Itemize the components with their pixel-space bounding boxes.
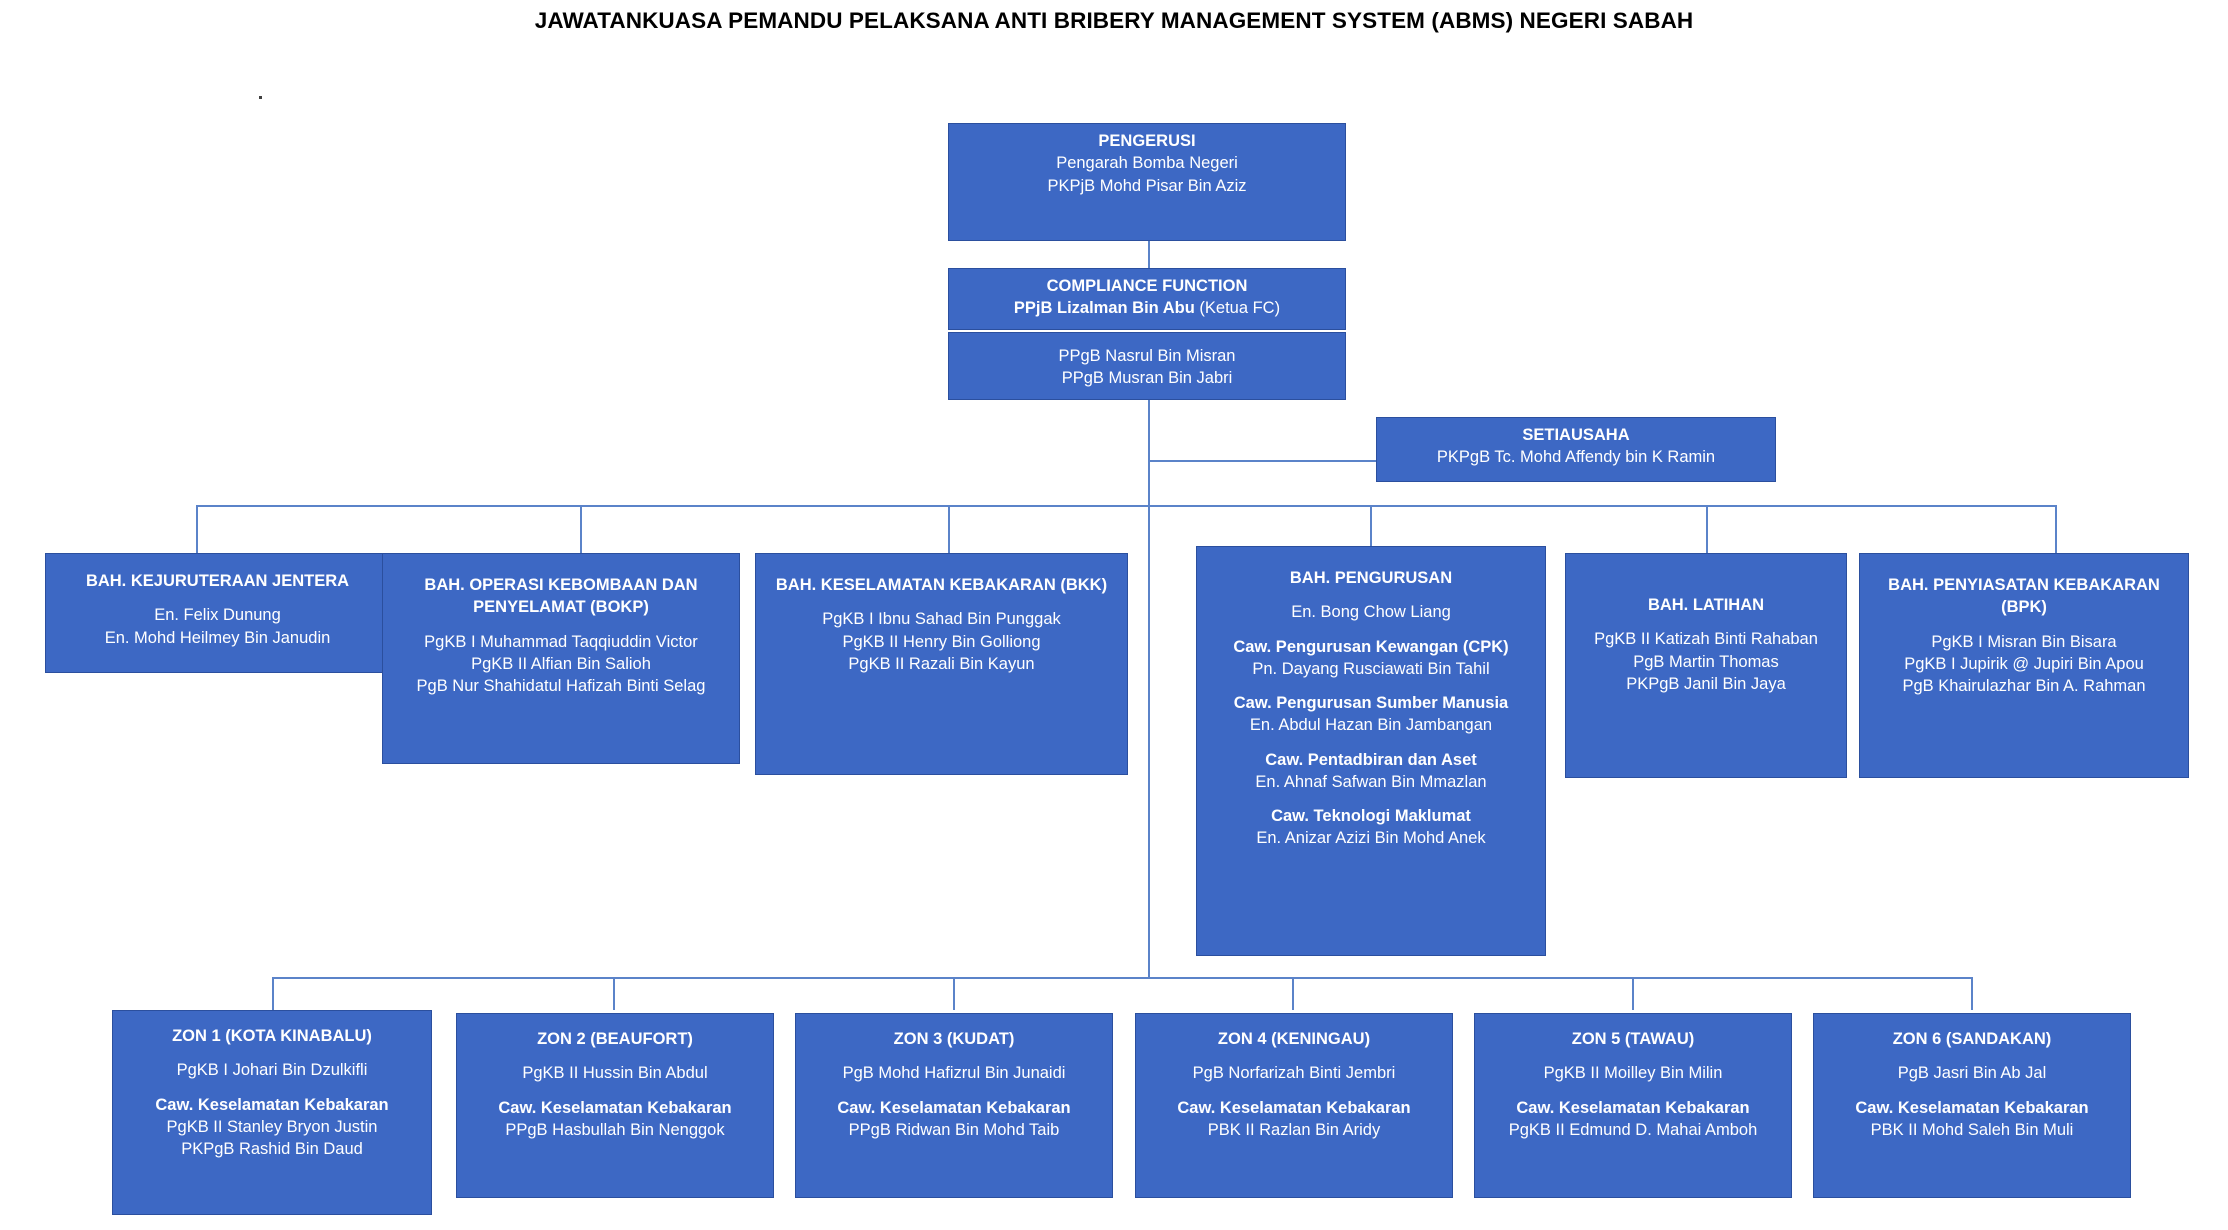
node-zone-4-unit-label: Caw. Keselamatan Kebakaran (1177, 1098, 1411, 1117)
node-bah-kejuruteraan-jentera[interactable] (45, 553, 390, 673)
node-zone-4-header: ZON 4 (KENINGAU) (1217, 1030, 1371, 1048)
node-bpk-line-2: PgKB I Jupirik @ Jupiri Bin Apou (1904, 654, 2144, 673)
node-bpk-header: BAH. PENYIASATAN KEBAKARAN (BPK) (1888, 576, 2160, 617)
connector-pengerusi-compliance (1148, 240, 1150, 268)
node-zone-5[interactable] (1474, 1013, 1792, 1198)
node-bah-keselamatan-kebakaran[interactable] (755, 553, 1128, 775)
node-pengerusi-line-2: PKPjB Mohd Pisar Bin Aziz (1047, 176, 1247, 195)
node-compliance-lead-name: PPjB Lizalman Bin Abu (1013, 299, 1195, 318)
connector-setiausaha-stub (1148, 455, 1150, 457)
node-bokp-line-2: PgKB II Alfian Bin Salioh (471, 654, 651, 673)
connector-zone-drop-1 (272, 977, 274, 1010)
node-pengurusan-unit-4-label: Caw. Teknologi Maklumat (1271, 807, 1471, 826)
connector-zone-drop-6 (1971, 977, 1973, 1010)
connector-dept-drop-3 (948, 505, 950, 553)
node-zone-1-lead: PgKB I Johari Bin Dzulkifli (176, 1061, 368, 1080)
node-bkk-line-3: PgKB II Razali Bin Kayun (848, 654, 1035, 673)
node-compliance-member-1: PPgB Nasrul Bin Misran (1058, 347, 1236, 365)
connector-spine-zones (1148, 507, 1150, 977)
node-zone-5-unit-person-1: PgKB II Edmund D. Mahai Amboh (1508, 1120, 1758, 1139)
node-zone-6-unit-label: Caw. Keselamatan Kebakaran (1855, 1098, 2089, 1117)
connector-dept-drop-6 (2055, 505, 2057, 553)
node-zone-5-lead: PgKB II Moilley Bin Milin (1543, 1064, 1723, 1083)
node-zone-3-unit-label: Caw. Keselamatan Kebakaran (837, 1098, 1071, 1117)
connector-zone-drop-3 (953, 977, 955, 1010)
connector-dept-bus (196, 505, 2056, 507)
node-zone-1[interactable] (112, 1010, 432, 1215)
node-pengerusi[interactable] (948, 123, 1346, 241)
node-pengurusan-header: BAH. PENGURUSAN (1289, 569, 1453, 587)
node-pengurusan-unit-1-label: Caw. Pengurusan Kewangan (CPK) (1233, 637, 1509, 656)
node-bkk-line-1: PgKB I Ibnu Sahad Bin Punggak (822, 610, 1061, 629)
node-zone-1-header: ZON 1 (KOTA KINABALU) (172, 1027, 372, 1045)
node-bkk-line-2: PgKB II Henry Bin Golliong (842, 632, 1041, 651)
node-kejuruteraan-line-2: En. Mohd Heilmey Bin Janudin (104, 628, 331, 647)
node-bokp-line-1: PgKB I Muhammad Taqqiuddin Victor (424, 632, 698, 651)
node-zone-5-unit-label: Caw. Keselamatan Kebakaran (1516, 1098, 1750, 1117)
node-zone-3[interactable] (795, 1013, 1113, 1198)
node-zone-1-unit-label: Caw. Keselamatan Kebakaran (155, 1095, 389, 1114)
node-zone-2[interactable] (456, 1013, 774, 1198)
node-compliance-lead (955, 297, 1339, 319)
node-compliance-header: COMPLIANCE FUNCTION (1046, 277, 1248, 295)
connector-zone-drop-5 (1632, 977, 1634, 1010)
node-kejuruteraan-header: BAH. KEJURUTERAAN JENTERA (85, 572, 350, 590)
connector-spine-main (1148, 400, 1150, 505)
node-zone-2-lead: PgKB II Hussin Bin Abdul (522, 1064, 708, 1083)
node-compliance-member-2: PPgB Musran Bin Jabri (1061, 369, 1233, 388)
node-latihan-line-1: PgKB II Katizah Binti Rahaban (1594, 630, 1818, 649)
connector-zone-bus (272, 977, 1972, 979)
node-compliance-lead-role: (Ketua FC) (1194, 299, 1281, 318)
node-latihan-line-2: PgB Martin Thomas (1633, 652, 1779, 671)
connector-zone-drop-4 (1292, 977, 1294, 1010)
node-bah-penyiasatan-kebakaran[interactable] (1859, 553, 2189, 778)
node-zone-2-unit-person-1: PPgB Hasbullah Bin Nenggok (505, 1120, 725, 1139)
connector-dept-drop-2 (580, 505, 582, 553)
node-pengurusan-lead: En. Bong Chow Liang (1291, 603, 1451, 622)
node-bokp-header: BAH. OPERASI KEBOMBAAN DAN PENYELAMAT (BOKP) (424, 576, 698, 617)
node-setiausaha[interactable] (1376, 417, 1776, 482)
node-pengurusan-unit-2-person: En. Abdul Hazan Bin Jambangan (1249, 716, 1493, 735)
node-bkk-header: BAH. KESELAMATAN KEBAKARAN (BKK) (775, 576, 1108, 594)
connector-zone-drop-2 (613, 977, 615, 1010)
node-zone-3-unit-person-1: PPgB Ridwan Bin Mohd Taib (848, 1120, 1060, 1139)
node-bah-operasi-kebombaan[interactable] (382, 553, 740, 764)
node-compliance-members-box[interactable] (948, 332, 1346, 400)
node-zone-4[interactable] (1135, 1013, 1453, 1198)
node-zone-6-unit-person-1: PBK II Mohd Saleh Bin Muli (1870, 1120, 2074, 1139)
node-compliance-header-box[interactable] (948, 268, 1346, 330)
node-bpk-line-1: PgKB I Misran Bin Bisara (1931, 632, 2117, 651)
connector-dept-drop-1 (196, 505, 198, 553)
node-pengurusan-unit-4-person: En. Anizar Azizi Bin Mohd Anek (1256, 829, 1486, 848)
node-zone-6-lead: PgB Jasri Bin Ab Jal (1897, 1064, 2047, 1083)
node-bah-latihan[interactable] (1565, 553, 1847, 778)
node-zone-6-header: ZON 6 (SANDAKAN) (1892, 1030, 2052, 1048)
node-bokp-line-3: PgB Nur Shahidatul Hafizah Binti Selag (416, 677, 706, 696)
connector-setiausaha-link (1148, 460, 1380, 462)
node-bpk-line-3: PgB Khairulazhar Bin A. Rahman (1902, 677, 2146, 696)
node-zone-3-lead: PgB Mohd Hafizrul Bin Junaidi (842, 1064, 1066, 1083)
node-pengurusan-unit-2-label: Caw. Pengurusan Sumber Manusia (1233, 694, 1509, 713)
node-zone-4-lead: PgB Norfarizah Binti Jembri (1192, 1064, 1396, 1083)
node-zone-4-unit-person-1: PBK II Razlan Bin Aridy (1207, 1120, 1381, 1139)
node-pengurusan-unit-1-person: Pn. Dayang Rusciawati Bin Tahil (1252, 659, 1490, 678)
node-setiausaha-header: SETIAUSAHA (1522, 426, 1630, 444)
node-pengurusan-unit-3-person: En. Ahnaf Safwan Bin Mmazlan (1255, 772, 1487, 791)
node-pengerusi-header: PENGERUSI (1098, 132, 1196, 150)
node-pengerusi-line-1: Pengarah Bomba Negeri (1056, 154, 1238, 173)
node-kejuruteraan-line-1: En. Felix Dunung (154, 606, 281, 625)
node-zone-2-header: ZON 2 (BEAUFORT) (537, 1030, 693, 1048)
connector-dept-drop-5 (1706, 505, 1708, 553)
node-zone-2-unit-label: Caw. Keselamatan Kebakaran (498, 1098, 732, 1117)
node-zone-1-unit-person-2: PKPgB Rashid Bin Daud (181, 1140, 363, 1159)
node-zone-1-unit-person-1: PgKB II Stanley Bryon Justin (166, 1117, 378, 1136)
chart-title: JAWATANKUASA PEMANDU PELAKSANA ANTI BRIBERY MANAGEMENT SYSTEM (ABMS) NEGERI SABAH (534, 8, 1694, 33)
node-bah-pengurusan[interactable] (1196, 546, 1546, 956)
node-latihan-line-3: PKPgB Janil Bin Jaya (1626, 674, 1786, 693)
node-zone-5-header: ZON 5 (TAWAU) (1571, 1030, 1695, 1048)
node-latihan-header: BAH. LATIHAN (1647, 596, 1765, 614)
stray-dot (259, 96, 262, 99)
node-setiausaha-line-1: PKPgB Tc. Mohd Affendy bin K Ramin (1436, 448, 1716, 467)
node-zone-6[interactable] (1813, 1013, 2131, 1198)
node-zone-3-header: ZON 3 (KUDAT) (893, 1030, 1015, 1048)
node-pengurusan-unit-3-label: Caw. Pentadbiran dan Aset (1265, 750, 1477, 769)
